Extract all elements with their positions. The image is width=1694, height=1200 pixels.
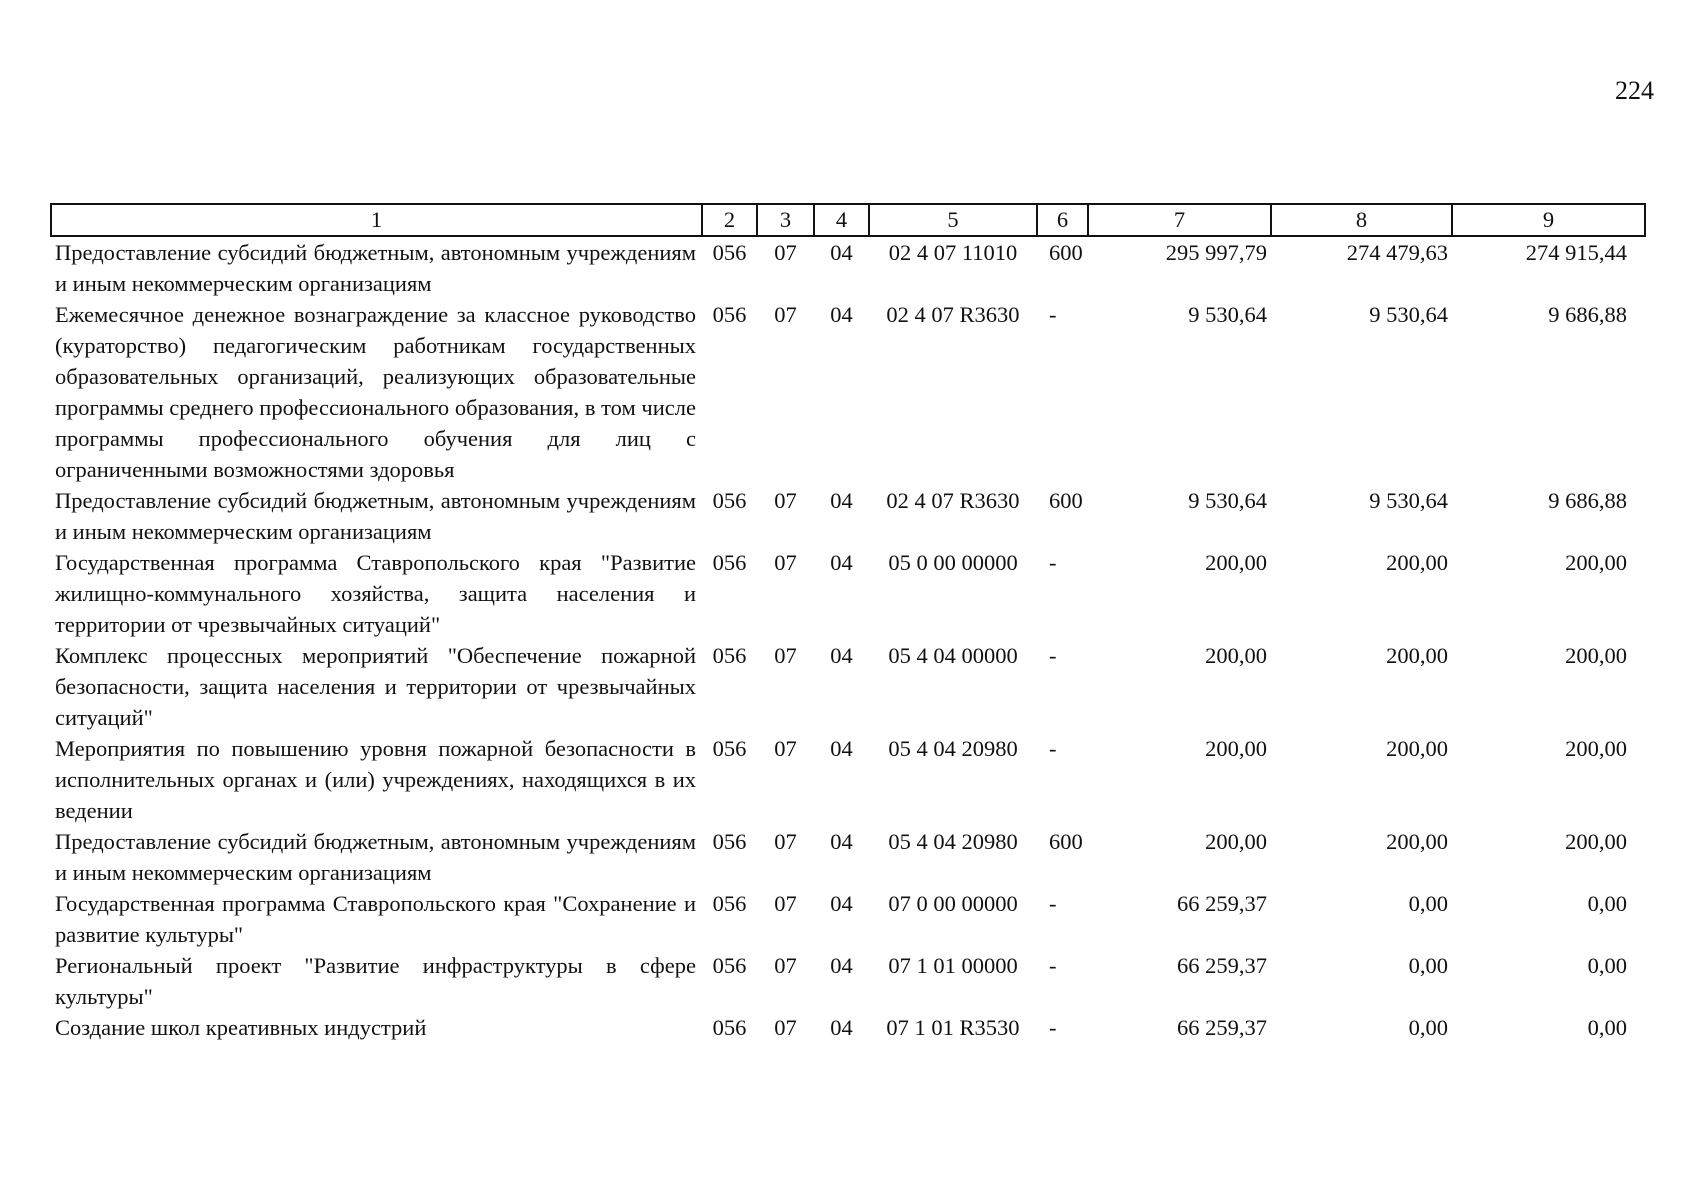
ministry-code: 056 — [712, 736, 747, 761]
target-article-code: 07 0 00 00000 — [888, 891, 1018, 916]
amount-col-8: 200,00 — [1386, 736, 1448, 761]
amount-col-7: 200,00 — [1205, 643, 1267, 668]
expense-type-code: - — [1049, 1015, 1057, 1040]
subsection-code: 04 — [830, 736, 853, 761]
table-row — [51, 299, 1645, 485]
expense-type-code: - — [1049, 643, 1057, 668]
column-header-5: 5 — [869, 204, 1037, 236]
row-name: Региональный проект "Развитие инфраструктуры в сфере культуры" — [55, 953, 696, 1009]
table-row — [51, 485, 1645, 547]
target-article-code: 07 1 01 R3530 — [886, 1015, 1020, 1040]
amount-col-7: 200,00 — [1205, 736, 1267, 761]
row-name: Государственная программа Ставропольского края "Сохранение и развитие культуры" — [55, 891, 696, 947]
column-header-2: 2 — [702, 204, 757, 236]
row-name: Предоставление субсидий бюджетным, автономным учреждениям и иным некоммерческим организациям — [55, 240, 696, 296]
subsection-code: 04 — [830, 302, 853, 327]
target-article-code: 05 4 04 00000 — [888, 643, 1018, 668]
expense-type-code: 600 — [1049, 829, 1083, 854]
section-code: 07 — [774, 736, 797, 761]
amount-col-8: 0,00 — [1408, 953, 1448, 978]
amount-col-8: 274 479,63 — [1346, 240, 1448, 265]
amount-col-9: 9 686,88 — [1548, 302, 1627, 327]
expense-type-code: - — [1049, 736, 1057, 761]
row-name: Ежемесячное денежное вознаграждение за классное руководство (кураторство) педагогическим работникам государственных образовательных организаций, реализующих образовательные программы среднего профессионального образования, в том числе программы профессионального обучения для лиц с ограниченными возможностями здоровья — [55, 302, 696, 482]
amount-col-8: 0,00 — [1408, 1015, 1448, 1040]
amount-col-8: 200,00 — [1386, 643, 1448, 668]
table-row — [51, 1012, 1645, 1043]
amount-col-9: 200,00 — [1565, 550, 1627, 575]
table-row — [51, 640, 1645, 733]
subsection-code: 04 — [830, 1015, 853, 1040]
amount-col-8: 200,00 — [1386, 829, 1448, 854]
subsection-code: 04 — [830, 488, 853, 513]
table-row — [51, 826, 1645, 888]
section-code: 07 — [774, 488, 797, 513]
row-name: Мероприятия по повышению уровня пожарной безопасности в исполнительных органах и (или) учреждениях, находящихся в их ведении — [55, 736, 696, 823]
amount-col-7: 295 997,79 — [1165, 240, 1267, 265]
table-row — [51, 236, 1645, 299]
amount-col-7: 9 530,64 — [1188, 302, 1267, 327]
section-code: 07 — [774, 550, 797, 575]
ministry-code: 056 — [712, 643, 747, 668]
column-header-3: 3 — [757, 204, 814, 236]
ministry-code: 056 — [712, 891, 747, 916]
amount-col-7: 66 259,37 — [1177, 953, 1267, 978]
ministry-code: 056 — [712, 302, 747, 327]
target-article-code: 02 4 07 11010 — [888, 240, 1018, 265]
amount-col-8: 9 530,64 — [1369, 302, 1448, 327]
column-header-1: 1 — [51, 204, 702, 236]
amount-col-9: 200,00 — [1565, 643, 1627, 668]
column-header-6: 6 — [1037, 204, 1088, 236]
section-code: 07 — [774, 240, 797, 265]
amount-col-7: 200,00 — [1205, 550, 1267, 575]
column-header-9: 9 — [1452, 204, 1645, 236]
amount-col-8: 0,00 — [1408, 891, 1448, 916]
section-code: 07 — [774, 1015, 797, 1040]
expense-type-code: 600 — [1049, 488, 1083, 513]
section-code: 07 — [774, 953, 797, 978]
ministry-code: 056 — [712, 550, 747, 575]
subsection-code: 04 — [830, 240, 853, 265]
row-name: Предоставление субсидий бюджетным, автономным учреждениям и иным некоммерческим организациям — [55, 488, 696, 544]
target-article-code: 05 4 04 20980 — [888, 829, 1018, 854]
ministry-code: 056 — [712, 953, 747, 978]
target-article-code: 02 4 07 R3630 — [886, 302, 1020, 327]
page-number: 224 — [1615, 76, 1654, 105]
amount-col-7: 200,00 — [1205, 829, 1267, 854]
target-article-code: 07 1 01 00000 — [888, 953, 1018, 978]
ministry-code: 056 — [712, 488, 747, 513]
subsection-code: 04 — [830, 953, 853, 978]
expense-type-code: - — [1049, 550, 1057, 575]
expense-type-code: - — [1049, 302, 1057, 327]
amount-col-9: 0,00 — [1587, 891, 1627, 916]
budget-table — [50, 203, 1646, 1043]
expense-type-code: - — [1049, 891, 1057, 916]
column-header-4: 4 — [814, 204, 869, 236]
column-header-8: 8 — [1271, 204, 1452, 236]
amount-col-9: 9 686,88 — [1548, 488, 1627, 513]
target-article-code: 02 4 07 R3630 — [886, 488, 1020, 513]
table-row — [51, 950, 1645, 1012]
amount-col-9: 274 915,44 — [1525, 240, 1627, 265]
subsection-code: 04 — [830, 829, 853, 854]
ministry-code: 056 — [712, 240, 747, 265]
expense-type-code: - — [1049, 953, 1057, 978]
section-code: 07 — [774, 891, 797, 916]
amount-col-8: 200,00 — [1386, 550, 1448, 575]
amount-col-7: 66 259,37 — [1177, 891, 1267, 916]
amount-col-9: 0,00 — [1587, 1015, 1627, 1040]
section-code: 07 — [774, 829, 797, 854]
subsection-code: 04 — [830, 643, 853, 668]
column-number-header-row — [51, 204, 1645, 236]
table-row — [51, 888, 1645, 950]
target-article-code: 05 0 00 00000 — [888, 550, 1018, 575]
amount-col-7: 9 530,64 — [1188, 488, 1267, 513]
row-name: Государственная программа Ставропольского края "Развитие жилищно-коммунального хозяйства, защита населения и территории от чрезвычайных ситуаций" — [55, 550, 696, 637]
subsection-code: 04 — [830, 550, 853, 575]
row-name: Предоставление субсидий бюджетным, автономным учреждениям и иным некоммерческим организациям — [55, 829, 696, 885]
column-header-7: 7 — [1088, 204, 1271, 236]
amount-col-7: 66 259,37 — [1177, 1015, 1267, 1040]
section-code: 07 — [774, 643, 797, 668]
section-code: 07 — [774, 302, 797, 327]
table-row — [51, 733, 1645, 826]
amount-col-9: 0,00 — [1587, 953, 1627, 978]
amount-col-8: 9 530,64 — [1369, 488, 1448, 513]
ministry-code: 056 — [712, 829, 747, 854]
row-name: Комплекс процессных мероприятий "Обеспечение пожарной безопасности, защита населения и территории от чрезвычайных ситуаций" — [55, 643, 696, 730]
amount-col-9: 200,00 — [1565, 736, 1627, 761]
target-article-code: 05 4 04 20980 — [888, 736, 1018, 761]
ministry-code: 056 — [712, 1015, 747, 1040]
subsection-code: 04 — [830, 891, 853, 916]
row-name: Создание школ креативных индустрий — [55, 1015, 427, 1040]
expense-type-code: 600 — [1049, 240, 1083, 265]
amount-col-9: 200,00 — [1565, 829, 1627, 854]
table-row — [51, 547, 1645, 640]
